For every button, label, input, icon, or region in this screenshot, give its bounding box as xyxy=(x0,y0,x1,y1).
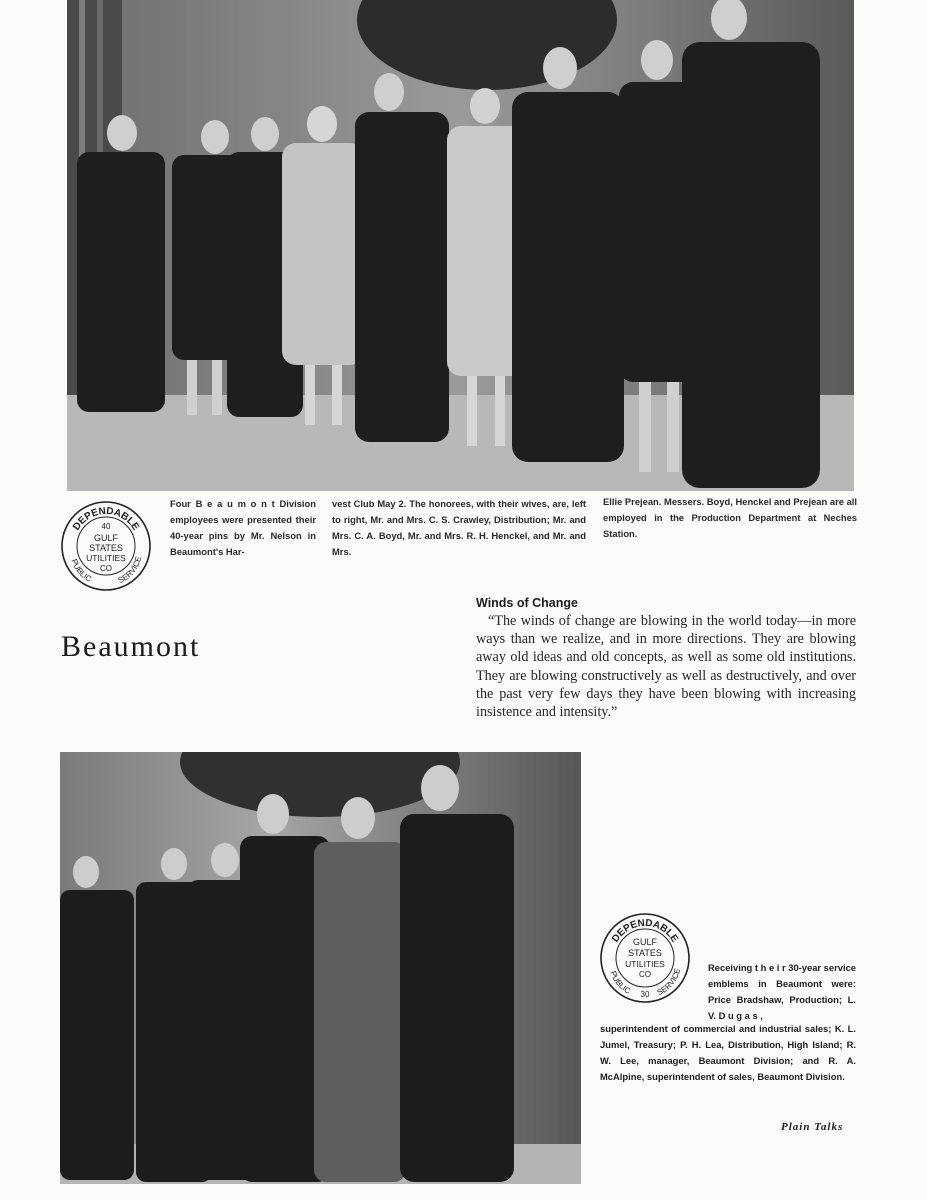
emblem-line-2: STATES xyxy=(628,948,662,958)
emblem-line-3: UTILITIES xyxy=(86,553,126,563)
caption-top-col2: vest Club May 2. The honorees, with their wives, are, left to right, Mr. and Mrs. C. S. Crawley, Distribution; Mr. and Mrs. C. A. Boyd, Mr. and Mrs. R. H. Henckel, and Mr. and Mrs. xyxy=(332,498,586,557)
emblem-service: SERVICE xyxy=(116,555,144,586)
caption-top-col3: Ellie Prejean. Messers. Boyd, Henckel and Prejean are all employed in the Production Department at Neches Station. xyxy=(603,496,857,539)
caption-bottom-part1: Receiving t h e i r 30-year service emblems in Beaumont were: Price Bradshaw, Production; L. V. D u g a s , xyxy=(708,962,856,1021)
publication-footer: Plain Talks xyxy=(781,1121,844,1133)
section-title: Beaumont xyxy=(61,630,201,663)
svg-text:SERVICE xyxy=(656,967,683,997)
emblem-line-1: GULF xyxy=(632,937,658,947)
emblem-arc-top: DEPENDABLE xyxy=(610,917,680,945)
emblem-line-4: CO xyxy=(100,564,112,573)
photo-service-emblems xyxy=(60,752,581,1184)
emblem-line-1: GULF xyxy=(93,533,119,543)
emblem-line-2: STATES xyxy=(89,543,123,553)
article-heading: Winds of Change xyxy=(476,596,578,610)
gulf-states-utilities-emblem xyxy=(60,500,152,592)
emblem-public: PUBLIC xyxy=(608,969,633,996)
emblem-line-3: UTILITIES xyxy=(625,959,665,969)
emblem-years: 40 xyxy=(101,522,111,531)
emblem-years: 30 xyxy=(640,990,650,999)
emblem-service: SERVICE xyxy=(655,967,683,998)
caption-bottom-part2: superintendent of commercial and industrial sales; K. L. Jumel, Treasury; P. H. Lea, Distribution, High Island; R. W. Lee, manager, Beaumont Division; and R. A. McAlpine, superintendent of sales, Beaumont Division. xyxy=(600,1023,856,1082)
emblem-line-4: CO xyxy=(639,970,651,979)
article-body: “The winds of change are blowing in the world today—in more ways than we realize, and in more directions. They are blowing away old ideas and old concepts, as well as some old institutions. They are blowing constructively as well as destructively, and over the past very few days they have been blowing with increasing insistence and intensity.” xyxy=(476,613,856,721)
emblem-arc-top: DEPENDABLE xyxy=(71,505,141,533)
gulf-states-utilities-emblem-30 xyxy=(599,912,691,1004)
caption-top-col1: Four B e a u m o n t Division employees were presented their 40-year pins by Mr. Nelson in Beaumont's Har- xyxy=(170,498,316,557)
emblem-public: PUBLIC xyxy=(69,557,94,584)
photo-honorees xyxy=(67,0,854,491)
